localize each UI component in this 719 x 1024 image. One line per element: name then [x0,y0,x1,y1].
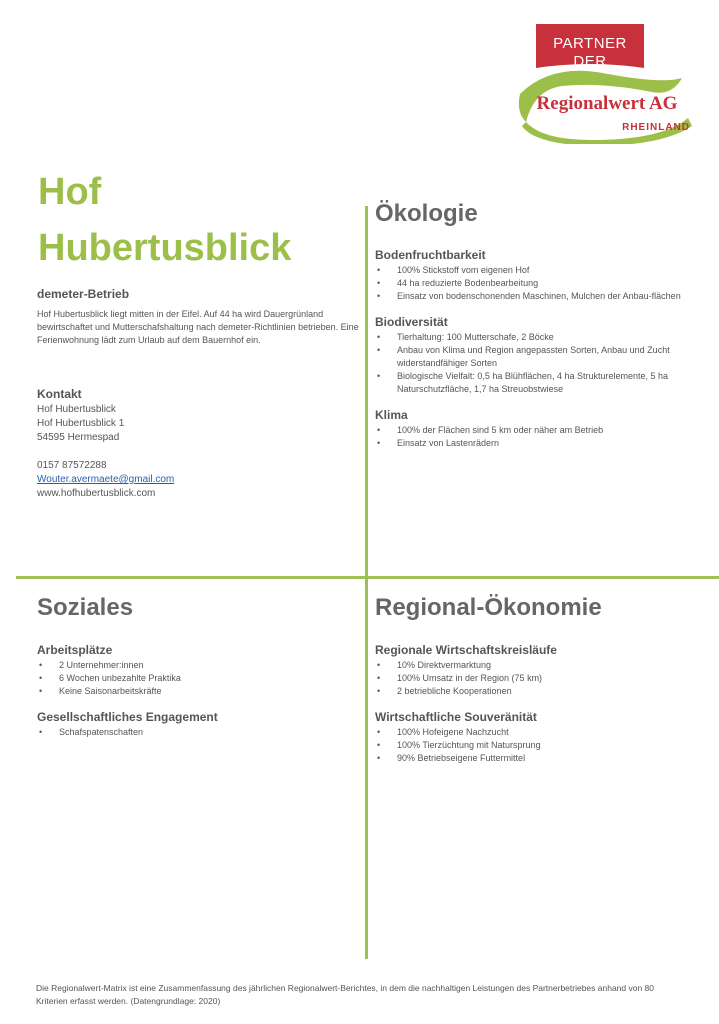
list-item: • 90% Betriebseigene Futtermittel [375,752,705,765]
list-item: • Anbau von Klima und Region angepassten Sorten, Anbau und Zucht widerstandfähiger Sorten [375,344,705,370]
list-item: • 100% Hofeigene Nachzucht [375,726,705,739]
section-soziales [37,643,357,739]
contact-phone: 0157 87572288 [37,460,107,471]
list-item: • Schafspatenschaften [37,726,357,739]
horizontal-divider [16,576,719,579]
list-item: • Biologische Vielfalt: 0,5 ha Blühflächen, 4 ha Strukturelemente, 5 ha Naturschutzfläche, 1,7 ha Streuobstwiese [375,370,705,396]
list-wirtschaftskreislaeufe [375,659,705,698]
list-item: • Keine Saisonarbeitskräfte [37,685,357,698]
list-engagement [37,726,357,739]
list-klima [375,424,705,450]
list-item: • 100% Umsatz in der Region (75 km) [375,672,705,685]
logo-der-text: DER [573,53,607,70]
subheading-klima: Klima [375,408,408,422]
list-item: • Einsatz von Lastenrädern [375,437,705,450]
vertical-divider-bottom [365,579,368,959]
list-bodenfruchtbarkeit [375,264,705,303]
farm-title [38,164,338,276]
section-oekonomie [375,643,705,765]
contact-website: www.hofhubertusblick.com [37,488,156,499]
list-item: • 10% Direktvermarktung [375,659,705,672]
partner-logo [512,22,702,144]
section-title-oekonomie: Regional-Ökonomie [375,594,602,621]
list-biodiversitaet [375,331,705,396]
logo-region-text: RHEINLAND [622,122,690,133]
farm-title-line2: Hubertusblick [38,227,292,269]
list-item: • 2 Unternehmer:innen [37,659,357,672]
farm-description: Hof Hubertusblick liegt mitten in der Eifel. Auf 44 ha wird Dauergrünland bewirtschaftet und Mutterschafshaltung nach demeter-Richtlinien betrieben. Eine Ferienwohnung lädt zum Urlaub auf dem Bauernhof ein. [37,309,359,345]
list-item: • 100% Tierzüchtung mit Natursprung [375,739,705,752]
section-oekologie [375,248,705,450]
contact-street: Hof Hubertusblick 1 [37,418,125,429]
logo-partner-text: PARTNER [553,35,627,52]
contact-city: 54595 Hermespad [37,432,120,443]
list-item: • 2 betriebliche Kooperationen [375,685,705,698]
list-item: • 6 Wochen unbezahlte Praktika [37,672,357,685]
list-souveraenitaet [375,726,705,765]
subheading-engagement: Gesellschaftliches Engagement [37,710,218,724]
section-title-soziales: Soziales [37,594,134,621]
list-item: • 100% der Flächen sind 5 km oder näher am Betrieb [375,424,705,437]
logo-company-name: Regionalwert AG [536,93,678,114]
contact-heading: Kontakt [37,387,82,401]
section-title-oekologie: Ökologie [375,200,478,227]
vertical-divider-top [365,206,368,576]
list-item: • Tierhaltung: 100 Mutterschafe, 2 Böcke [375,331,705,344]
subheading-biodiversitaet: Biodiversität [375,315,448,329]
farm-type: demeter-Betrieb [37,287,130,301]
contact-block [37,403,337,501]
farm-title-line1: Hof [38,171,102,213]
footer-note: Die Regionalwert-Matrix ist eine Zusammenfassung des jährlichen Regionalwert-Berichtes, in dem die nachhaltigen Leistungen des Partnerbetriebes anhand von 80 Kriterien erfasst werden. (Datengrundlage: 2020) [36,983,655,1006]
subheading-wirtschaftskreislaeufe: Regionale Wirtschaftskreisläufe [375,643,557,657]
subheading-bodenfruchtbarkeit: Bodenfruchtbarkeit [375,248,486,262]
list-item: • 44 ha reduzierte Bodenbearbeitung [375,277,705,290]
subheading-arbeitsplaetze: Arbeitsplätze [37,643,113,657]
contact-name: Hof Hubertusblick [37,404,116,415]
list-item: • Einsatz von bodenschonenden Maschinen, Mulchen der Anbau-flächen [375,290,705,303]
contact-email-link[interactable]: Wouter.avermaete@gmail.com [37,474,175,485]
list-arbeitsplaetze [37,659,357,698]
subheading-souveraenitaet: Wirtschaftliche Souveränität [375,710,537,724]
list-item: • 100% Stickstoff vom eigenen Hof [375,264,705,277]
